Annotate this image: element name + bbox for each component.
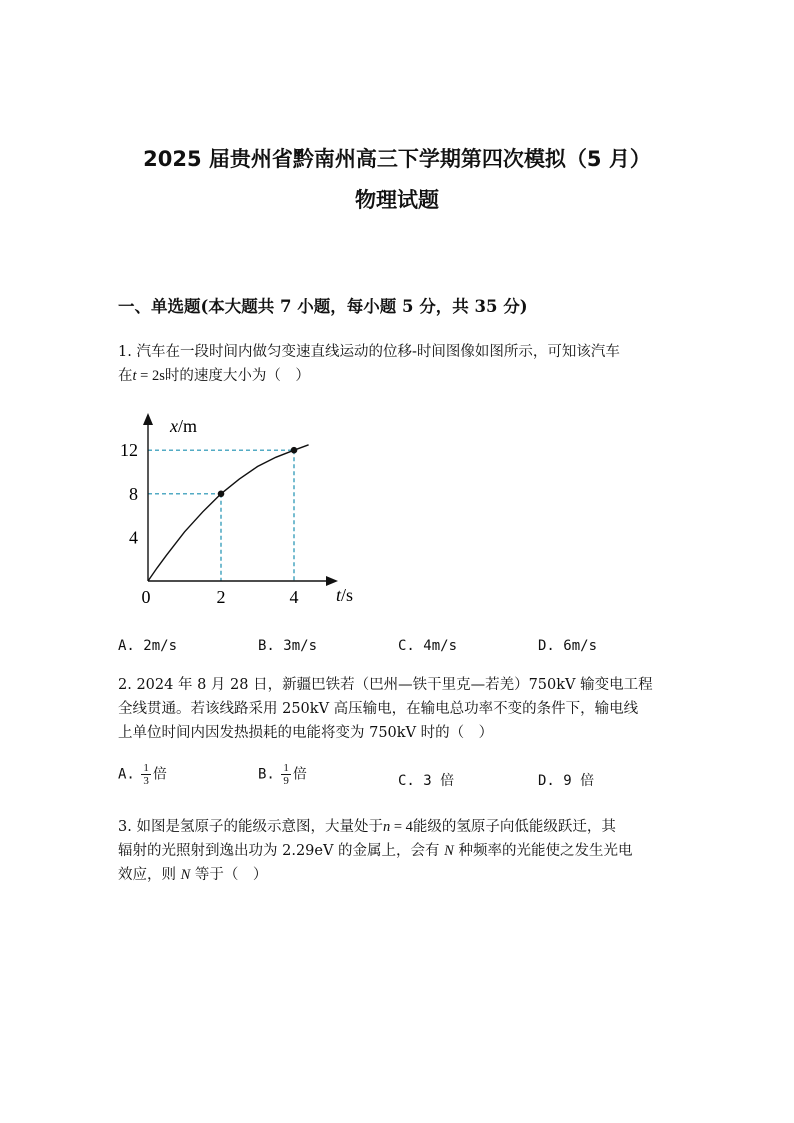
q2-option-d[interactable]: D. 9 倍	[538, 773, 595, 789]
xt-curve	[148, 445, 309, 581]
x-tick-label-0: 2	[216, 587, 226, 607]
question-1-line2	[118, 364, 688, 388]
fraction-denominator: 3	[143, 775, 149, 787]
variable-n: n	[382, 819, 391, 835]
question-1-line1	[118, 340, 688, 364]
fraction-denominator: 9	[283, 775, 289, 787]
origin-label: 0	[141, 587, 151, 607]
question-3-text-1a: 3. 如图是氢原子的能级示意图，大量处于	[118, 819, 383, 835]
fraction-numerator: 1	[283, 762, 289, 774]
x-axis-label-var: t	[336, 585, 342, 605]
question-2-number: 2.	[118, 677, 132, 693]
question-3-line3	[118, 863, 688, 887]
page-title-line2: 物理试题	[355, 188, 439, 212]
q2-option-a[interactable]	[118, 762, 167, 787]
question-2-text-1: 2024 年 8 月 28 日，新疆巴铁若（巴州—铁干里克—若羌）750kV 输变电工程	[136, 677, 653, 693]
question-2-line3: 上单位时间内因发热损耗的电能将变为 750kV 时的（ ）	[118, 725, 494, 741]
question-3-line1	[118, 815, 688, 839]
equation-n-value: = 4	[390, 819, 413, 835]
q2-option-b[interactable]	[258, 762, 307, 787]
question-1-text-b-pre: 在	[118, 368, 133, 384]
q2-option-b-suffix: 倍	[292, 766, 307, 783]
question-1-number: 1.	[118, 344, 132, 360]
question-3-text-1b: 能级的氢原子向低能级跃迁，其	[412, 819, 616, 835]
question-2-line1	[118, 673, 688, 697]
y-axis-label-unit: /m	[178, 416, 198, 436]
q2-option-a-label: A.	[118, 766, 135, 783]
y-tick-label-1: 8	[129, 483, 138, 504]
q1-option-a[interactable]: A. 2m/s	[118, 638, 178, 654]
question-3-text-2a: 辐射的光照射到逸出功为 2.29eV 的金属上，会有	[118, 843, 445, 859]
question-3	[118, 815, 688, 887]
question-3-text-3b: 等于（ ）	[190, 867, 268, 883]
marked-point-1	[291, 447, 298, 454]
fraction-one-third	[141, 762, 151, 787]
y-axis-label-var: x	[170, 416, 178, 436]
page-title-line1: 2025 届贵州省黔南州高三下学期第四次模拟（5 月）	[143, 147, 651, 171]
question-1-text-a: 汽车在一段时间内做匀变速直线运动的位移-时间图像如图所示，可知该汽车	[136, 344, 620, 360]
q1-option-c[interactable]: C. 4m/s	[398, 638, 458, 654]
marked-points	[218, 447, 298, 497]
equation-value: = 2s	[136, 368, 165, 384]
x-axis-label-unit: /s	[341, 585, 354, 605]
question-3-line2	[118, 839, 688, 863]
q2-option-c[interactable]: C. 3 倍	[398, 773, 455, 789]
question-2-line2: 全线贯通。若该线路采用 250kV 高压输电，在输电总功率不变的条件下，输电线	[118, 701, 639, 717]
y-axis-arrow	[143, 413, 153, 425]
question-3-text-2b: 种频率的光能使之发生光电	[453, 843, 633, 859]
q2-option-a-suffix: 倍	[152, 766, 167, 783]
variable-N: N	[180, 867, 191, 883]
variable-t: t	[132, 368, 137, 384]
fraction-numerator: 1	[143, 762, 149, 774]
marked-point-0	[218, 491, 225, 498]
x-axis-label	[336, 585, 353, 605]
q2-option-b-label: B.	[258, 766, 275, 783]
y-tick-label-2: 12	[120, 440, 138, 461]
y-axis-label	[169, 416, 197, 436]
question-2	[118, 673, 688, 745]
axis-ticks	[120, 440, 299, 607]
question-1-text-b-post: 时的速度大小为（ ）	[164, 368, 310, 384]
fraction-one-ninth	[281, 762, 291, 787]
question-3-text-3a: 效应，则	[118, 867, 181, 883]
q1-option-b[interactable]: B. 3m/s	[258, 638, 318, 654]
section-heading: 一、单选题(本大题共 7 小题，每小题 5 分，共 35 分)	[118, 297, 528, 316]
xt-graph	[112, 408, 372, 618]
q1-option-d[interactable]: D. 6m/s	[538, 638, 598, 654]
y-tick-label-0: 4	[129, 527, 138, 548]
guide-lines	[148, 450, 294, 581]
question-1	[118, 340, 688, 388]
x-tick-label-1: 4	[289, 587, 299, 607]
variable-N: N	[444, 843, 454, 859]
